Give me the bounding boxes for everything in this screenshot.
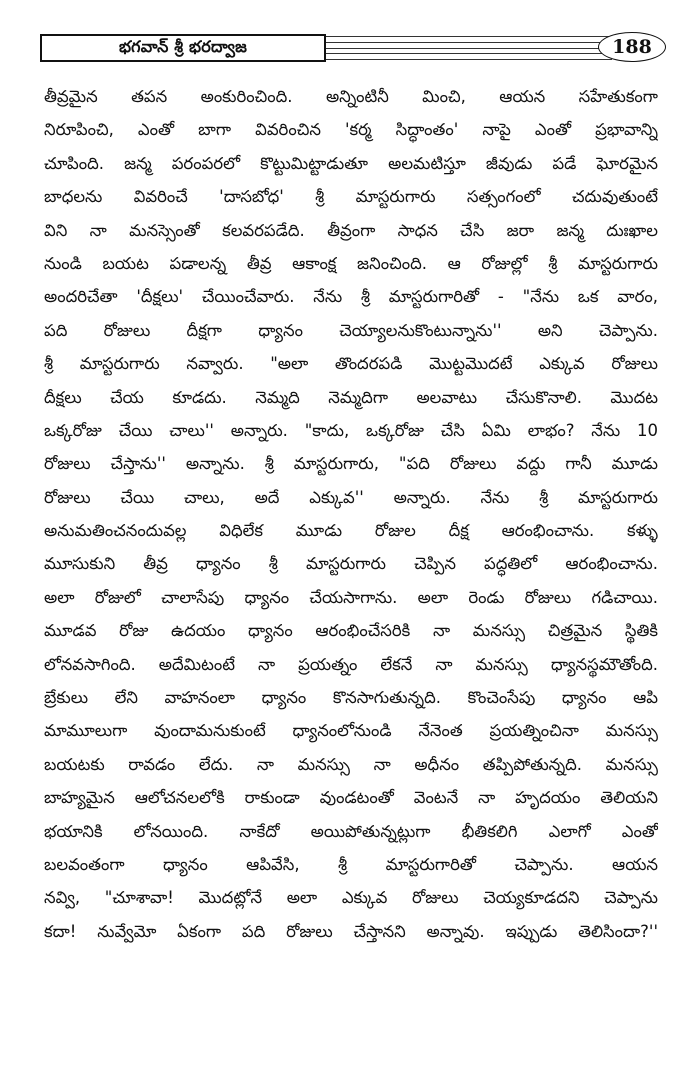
text-line: నవ్వి, "చూశావా! మొదట్లోనే అలా ఎక్కువ రోజులు చెయ్యకూడదని చెప్పాను: [44, 888, 658, 908]
text-line: ఒక్కరోజు చేయి చాలు'' అన్నారు. "కాదు, ఒక్కరోజు చేసి ఏమి లాభం? నేను 10: [44, 420, 658, 440]
text-line: దీక్షలు చేయ కూడదు. నెమ్మది నెమ్మదిగా అలవాటు చేసుకొనాలి. మొదట: [44, 387, 658, 407]
header-rule-lines: [326, 36, 612, 60]
header-rule: [326, 59, 612, 60]
text-line: రోజులు చేయి చాలు, అదే ఎక్కువ'' అన్నారు. నేను శ్రీ మాస్టరుగారు: [44, 487, 658, 507]
text-line: మూసుకుని తీవ్ర ధ్యానం శ్రీ మాస్టరుగారు చెప్పిన పద్ధతిలో ఆరంభించాను.: [44, 554, 658, 574]
text-line: బ్రేకులు లేని వాహనంలా ధ్యానం కొనసాగుతున్నది. కొంచెంసేపు ధ్యానం ఆపి: [44, 688, 658, 708]
text-line: మూడవ రోజు ఉదయం ధ్యానం ఆరంభించేసరికి నా మనస్సు చిత్రమైన స్థితికి: [44, 621, 658, 641]
book-title: భగవాన్ శ్రీ భరద్వాజ: [40, 34, 326, 62]
text-line: చూపింది. జన్మ పరంపరలో కొట్టుమిట్టాడుతూ అలమటిస్తూ జీవుడు పడే ఘోరమైన: [44, 153, 658, 173]
page-number: 188: [598, 32, 666, 62]
text-line: శ్రీ మాస్టరుగారు నవ్వారు. "అలా తొందరపడి మొట్టమొదటే ఎక్కువ రోజులు: [44, 354, 658, 374]
body-text: [44, 80, 658, 948]
text-line: బలవంతంగా ధ్యానం ఆపివేసి, శ్రీ మాస్టరుగారితో చెప్పాను. ఆయన: [44, 854, 658, 874]
page-header: [40, 34, 664, 66]
text-line: అందరిచేతా 'దీక్షలు' చేయించేవారు. నేను శ్రీ మాస్టరుగారితో - "నేను ఒక వారం,: [44, 287, 658, 307]
text-line: తీవ్రమైన తపన అంకురించింది. అన్నింటినీ మించి, ఆయన సహేతుకంగా: [44, 87, 658, 106]
text-line: లోనవసాగింది. అదేమిటంటే నా ప్రయత్నం లేకనే నా మనస్సు ధ్యానస్థమౌతోంది.: [44, 654, 658, 674]
text-line: నిరూపించి, ఎంతో బాగా వివరించిన 'కర్మ సిద్ధాంతం' నాపై ఎంతో ప్రభావాన్ని: [44, 120, 658, 140]
header-rule: [326, 48, 612, 49]
text-line: బాధలను వివరించే 'దాసబోధ' శ్రీ మాస్టరుగారు సత్సంగంలో చదువుతుంటే: [44, 187, 658, 207]
text-line: నుండి బయట పడాలన్న తీవ్ర ఆకాంక్ష జనించింది. ఆ రోజుల్లో శ్రీ మాస్టరుగారు: [44, 253, 658, 273]
text-line: పది రోజులు దీక్షగా ధ్యానం చెయ్యాలనుకొంటున్నాను'' అని చెప్పాను.: [44, 320, 658, 340]
text-line: బాహ్యమైన ఆలోచనలలోకి రాకుండా వుండటంతో వెంటనే నా హృదయం తెలియని: [44, 788, 658, 808]
text-line: మామూలుగా వుందామనుకుంటే ధ్యానంలోనుండి నేనెంత ప్రయత్నించినా మనస్సు: [44, 721, 658, 741]
text-line: అనుమతించనందువల్ల విధిలేక మూడు రోజుల దీక్ష ఆరంభించాను. కళ్ళు: [44, 521, 658, 541]
header-rule: [326, 36, 612, 37]
header-rule: [326, 42, 612, 43]
text-line: కదా! నువ్వేమో ఏకంగా పది రోజులు చేస్తానని అన్నావు. ఇప్పుడు తెలిసిందా?'': [44, 921, 658, 941]
text-line: అలా రోజులో చాలాసేపు ధ్యానం చేయసాగాను. అలా రెండు రోజులు గడిచాయి.: [44, 587, 658, 607]
header-rule: [326, 53, 612, 54]
text-line: రోజులు చేస్తాను'' అన్నాను. శ్రీ మాస్టరుగారు, "పది రోజులు వద్దు గానీ మూడు: [44, 454, 658, 474]
text-line: బయటకు రావడం లేదు. నా మనస్సు నా అధీనం తప్పిపోతున్నది. మనస్సు: [44, 754, 658, 774]
text-line: విని నా మనస్సెంతో కలవరపడేది. తీవ్రంగా సాధన చేసి జరా జన్మ దుఃఖాల: [44, 220, 658, 240]
text-line: భయానికి లోనయింది. నాకేదో అయిపోతున్నట్లుగా భీతికలిగి ఎలాగో ఎంతో: [44, 821, 658, 841]
